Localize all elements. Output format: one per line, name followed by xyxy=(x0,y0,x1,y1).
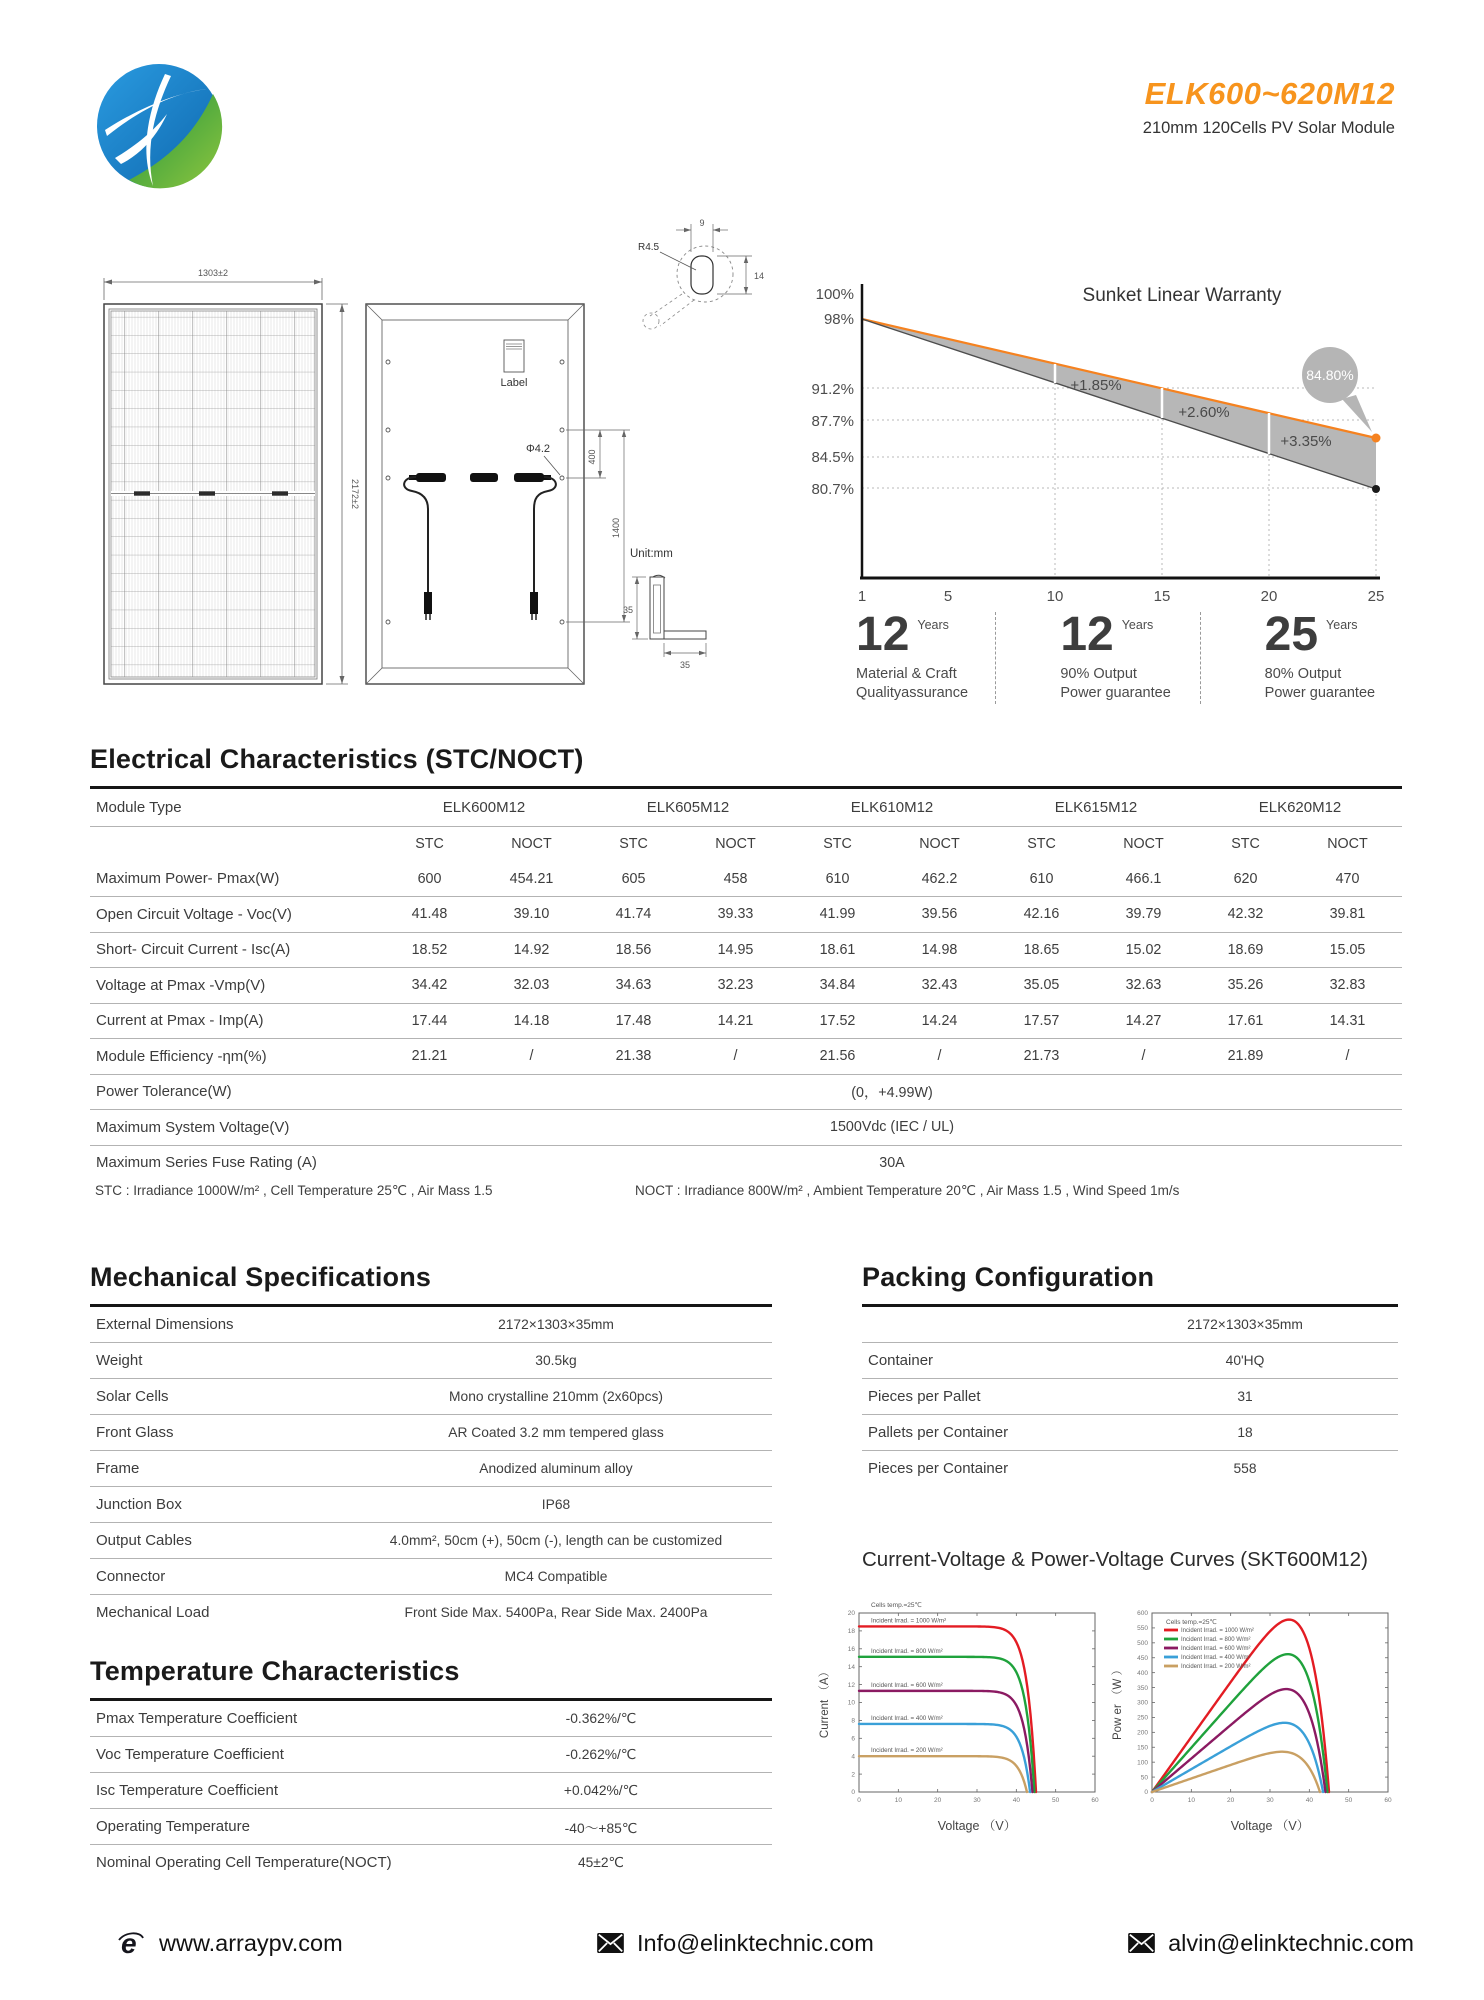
electrical-span-row xyxy=(90,1145,1402,1180)
chart-text: +2.60% xyxy=(1178,404,1230,421)
iv-curve-chart xyxy=(815,1596,1137,1848)
chart-text: 84.80% xyxy=(1306,367,1354,383)
chart-text: 350 xyxy=(1137,1684,1148,1692)
chart-text: 1 xyxy=(857,588,867,605)
electrical-value: 600 xyxy=(417,870,442,887)
chart-text: Current （A） xyxy=(819,1665,831,1739)
footer-email-alvin xyxy=(1128,1930,1414,1957)
chart-text: Voltage （V） xyxy=(1230,1819,1310,1833)
electrical-row xyxy=(90,932,1402,968)
spec-row xyxy=(90,1773,772,1809)
electrical-section xyxy=(90,744,1402,1180)
chart-text: 40 xyxy=(1012,1797,1020,1804)
website-text: www.arraypv.com xyxy=(159,1929,343,1956)
chart-text: 20 xyxy=(847,1610,855,1618)
module-name: ELK610M12 xyxy=(850,799,934,816)
electrical-value: 39.79 xyxy=(1125,906,1162,923)
email-alvin-text: alvin@elinktechnic.com xyxy=(1168,1929,1414,1956)
spec-value: Mono crystalline 210mm (2x60pcs) xyxy=(449,1389,663,1404)
chart-text: 50 xyxy=(1345,1797,1353,1804)
back-dim-400: 400 xyxy=(587,449,597,465)
back-dim-1400: 1400 xyxy=(611,517,621,539)
mechanical-section xyxy=(90,1262,772,1630)
chart-text: 40 xyxy=(1305,1797,1313,1804)
electrical-value: 14.21 xyxy=(717,1012,754,1029)
spec-label: Frame xyxy=(96,1460,140,1477)
electrical-value: 34.42 xyxy=(411,977,448,994)
chart-text: Pow er （W ） xyxy=(1112,1663,1124,1741)
electrical-value: 14.24 xyxy=(921,1012,958,1029)
electrical-value: 18.56 xyxy=(615,941,652,958)
spec-row xyxy=(90,1343,772,1379)
electrical-value: 42.32 xyxy=(1227,906,1264,923)
spec-row xyxy=(90,1559,772,1595)
spec-row xyxy=(862,1343,1398,1379)
chart-text: 300 xyxy=(1137,1699,1148,1707)
output-cables xyxy=(404,473,556,620)
electrical-span-value: 1500Vdc (IEC / UL) xyxy=(830,1119,954,1136)
electrical-value: 32.83 xyxy=(1329,977,1366,994)
chart-text: 0 xyxy=(857,1797,861,1804)
detail-width-dim: 9 xyxy=(699,218,705,228)
chart-text: 6 xyxy=(851,1735,855,1743)
electrical-value: 14.98 xyxy=(921,941,958,958)
chart-text: 84.5% xyxy=(811,449,854,466)
spec-label: Isc Temperature Coefficient xyxy=(96,1782,279,1799)
chart-text: 500 xyxy=(1137,1640,1148,1648)
chart-text: 8 xyxy=(851,1717,855,1725)
chart-text: 50 xyxy=(1052,1797,1060,1804)
electrical-span-value: 30A xyxy=(879,1154,905,1171)
module-name: ELK600M12 xyxy=(442,799,526,816)
test-condition-notes xyxy=(95,1183,1405,1199)
electrical-value: 454.21 xyxy=(509,870,554,887)
electrical-value: 466.1 xyxy=(1125,870,1162,887)
pv-series xyxy=(1152,1654,1327,1792)
electrical-value: 620 xyxy=(1233,870,1258,887)
chart-text: Incident Irrad. = 600 W/m² xyxy=(1181,1646,1251,1652)
spec-value: AR Coated 3.2 mm tempered glass xyxy=(448,1425,664,1440)
chart-text: 2 xyxy=(851,1771,855,1779)
electrical-value: / xyxy=(529,1048,534,1065)
badge-90-output xyxy=(995,608,1199,704)
electrical-value: / xyxy=(937,1048,942,1065)
mail-icon xyxy=(1128,1933,1155,1953)
electrical-value: 14.31 xyxy=(1329,1012,1366,1029)
spec-value: 18 xyxy=(1237,1425,1253,1440)
chart-text: 60 xyxy=(1091,1797,1099,1804)
module-name: ELK620M12 xyxy=(1258,799,1342,816)
spec-value: 2172×1303×35mm xyxy=(1187,1317,1303,1332)
electrical-row-label: Module Efficiency -ηm(%) xyxy=(96,1047,267,1065)
chart-text: Incident Irrad. = 1000 W/m² xyxy=(1181,1628,1254,1634)
temperature-title: Temperature Characteristics xyxy=(90,1656,460,1686)
chart-text: 4 xyxy=(851,1753,855,1761)
chart-text: 18 xyxy=(847,1628,855,1636)
chart-text: 15 xyxy=(1153,588,1171,605)
spec-value: IP68 xyxy=(541,1497,571,1512)
chart-text: Cells temp.=25℃ xyxy=(1166,1619,1217,1626)
spec-row xyxy=(90,1523,772,1559)
badge-unit: Years xyxy=(1326,618,1358,632)
chart-text: 10 xyxy=(1046,588,1064,605)
spec-value: 40'HQ xyxy=(1225,1353,1265,1368)
chart-text: 0 xyxy=(851,1789,855,1797)
front-height-dim: 2172±2 xyxy=(350,479,360,509)
badge-desc: 90% Output Power guarantee xyxy=(1060,665,1171,701)
electrical-value: 14.95 xyxy=(717,941,754,958)
spec-row xyxy=(90,1809,772,1845)
badge-unit: Years xyxy=(917,618,949,632)
spec-label: Junction Box xyxy=(96,1496,182,1513)
electrical-value: 32.63 xyxy=(1125,977,1162,994)
electrical-row-label: Maximum System Voltage(V) xyxy=(96,1118,290,1136)
chart-text: Voltage （V） xyxy=(937,1819,1017,1833)
chart-text: 600 xyxy=(1137,1610,1148,1618)
electrical-value: 470 xyxy=(1335,870,1360,887)
mount-hole-detail-drawing xyxy=(630,210,780,340)
electrical-value: 21.38 xyxy=(615,1048,652,1065)
frame-height-dim: 35 xyxy=(623,605,634,615)
electrical-value: 15.05 xyxy=(1329,941,1366,958)
footer-email-info xyxy=(597,1930,874,1957)
spec-label: Output Cables xyxy=(96,1532,192,1549)
spec-label: Front Glass xyxy=(96,1424,174,1441)
chart-text: 20 xyxy=(934,1797,942,1804)
badge-80-output xyxy=(1200,608,1404,704)
chart-text: 450 xyxy=(1137,1654,1148,1662)
warranty-chart xyxy=(780,268,1430,618)
chart-text: Incident Irrad. = 800 W/m² xyxy=(871,1647,943,1655)
electrical-row-label: Open Circuit Voltage - Voc(V) xyxy=(96,905,292,923)
chart-text: Incident Irrad. = 400 W/m² xyxy=(871,1714,943,1722)
chart-text: Incident Irrad. = 200 W/m² xyxy=(1181,1664,1251,1670)
chart-text: 14 xyxy=(847,1663,855,1671)
chart-text: 12 xyxy=(847,1681,855,1689)
footer xyxy=(116,1920,1414,1966)
chart-text: 150 xyxy=(1137,1744,1148,1752)
chart-text: 0 xyxy=(1144,1789,1148,1797)
spec-value: 31 xyxy=(1237,1389,1253,1404)
packing-table xyxy=(862,1304,1398,1486)
electrical-row-label: Maximum Series Fuse Rating (A) xyxy=(96,1154,317,1172)
spec-value: 558 xyxy=(1233,1461,1257,1476)
chart-text: 25 xyxy=(1367,588,1385,605)
chart-text: Incident Irrad. = 600 W/m² xyxy=(871,1681,943,1689)
electrical-value: 17.48 xyxy=(615,1012,652,1029)
electrical-value: 18.65 xyxy=(1023,941,1060,958)
spec-value: 30.5kg xyxy=(535,1353,577,1368)
temperature-table xyxy=(90,1698,772,1880)
chart-text: 87.7% xyxy=(811,413,854,430)
electrical-title: Electrical Characteristics (STC/NOCT) xyxy=(90,744,584,774)
electrical-value: 462.2 xyxy=(921,870,958,887)
chart-text: 200 xyxy=(1137,1729,1148,1737)
chart-text: 100% xyxy=(815,286,854,303)
chart-text: Incident Irrad. = 1000 W/m² xyxy=(871,1617,947,1625)
temperature-section xyxy=(90,1656,772,1880)
spec-row xyxy=(90,1700,772,1737)
electrical-table xyxy=(90,786,1402,1180)
mechanical-title: Mechanical Specifications xyxy=(90,1262,432,1292)
electrical-row-label: Maximum Power- Pmax(W) xyxy=(96,870,280,888)
chart-text: Sunket Linear Warranty xyxy=(1082,285,1282,306)
electrical-value: 21.89 xyxy=(1227,1048,1264,1065)
mail-icon xyxy=(597,1933,624,1953)
chart-text: 91.2% xyxy=(811,381,854,398)
electrical-span-row xyxy=(90,1110,1402,1146)
curves-title: Current-Voltage & Power-Voltage Curves (SKT600M12) xyxy=(862,1548,1368,1571)
electrical-value: 17.57 xyxy=(1023,1012,1060,1029)
spec-value: -40～+85℃ xyxy=(564,1820,638,1836)
front-panel-drawing xyxy=(90,262,360,692)
back-label-text: Label xyxy=(500,377,528,389)
svg-text:e: e xyxy=(121,1928,137,1959)
electrical-row xyxy=(90,968,1402,1004)
electrical-row-label: Voltage at Pmax -Vmp(V) xyxy=(96,976,266,994)
spec-label: Pallets per Container xyxy=(868,1424,1009,1441)
unit-note: Unit:mm xyxy=(630,548,673,560)
chart-text: Cells temp.=25℃ xyxy=(871,1602,922,1609)
spec-value: 2172×1303×35mm xyxy=(498,1317,614,1332)
electrical-value: 15.02 xyxy=(1125,941,1162,958)
spec-label: Voc Temperature Coefficient xyxy=(96,1746,284,1763)
chart-text: 16 xyxy=(847,1646,855,1653)
logo-icon xyxy=(95,62,223,190)
chart-text: Incident Irrad. = 400 W/m² xyxy=(1181,1655,1251,1661)
mechanical-table xyxy=(90,1304,772,1630)
detail-height-dim: 14 xyxy=(754,271,765,281)
spec-label: Solar Cells xyxy=(96,1388,169,1405)
spec-label: Operating Temperature xyxy=(96,1818,250,1835)
spec-value: +0.042%/℃ xyxy=(563,1782,639,1798)
chart-text: 50 xyxy=(1140,1774,1148,1782)
warranty-end-dot xyxy=(1372,434,1381,443)
spec-value: MC4 Compatible xyxy=(504,1569,608,1584)
spec-value: -0.362%/℃ xyxy=(565,1710,637,1726)
electrical-row xyxy=(90,1003,1402,1039)
spec-row xyxy=(862,1379,1398,1415)
spec-row xyxy=(90,1595,772,1631)
electrical-value: 21.56 xyxy=(819,1048,856,1065)
chart-text: 30 xyxy=(1266,1797,1274,1804)
electrical-span-value: (0，+4.99W) xyxy=(851,1084,933,1101)
badge-desc: Material & Craft Qualityassurance xyxy=(856,665,969,701)
spec-value: Anodized aluminum alloy xyxy=(479,1461,633,1476)
stc-noct-row: STC NOCT STC NOCT STC NOCT STC NOCT STC NOCT xyxy=(415,836,1368,853)
spec-value: 4.0mm², 50cm (+), 50cm (-), length can be customized xyxy=(389,1533,723,1548)
electrical-value: 605 xyxy=(621,870,646,887)
packing-section xyxy=(862,1262,1398,1486)
electrical-span-row xyxy=(90,1074,1402,1110)
chart-text: 20 xyxy=(1227,1797,1235,1804)
plot-box xyxy=(859,1613,1095,1792)
spec-row xyxy=(90,1451,772,1487)
electrical-row-label: Short- Circuit Current - Isc(A) xyxy=(96,941,291,959)
badge-value: 12 xyxy=(1060,608,1114,661)
electrical-value: 18.61 xyxy=(819,941,856,958)
module-name: ELK605M12 xyxy=(646,799,730,816)
electrical-value: 32.43 xyxy=(921,977,958,994)
badge-value: 25 xyxy=(1264,608,1319,661)
electrical-value: 39.56 xyxy=(921,906,958,923)
spec-row xyxy=(90,1737,772,1773)
chart-text: 5 xyxy=(943,588,953,605)
electrical-value: 42.16 xyxy=(1023,906,1060,923)
spec-label: Pieces per Container xyxy=(868,1460,1009,1477)
spec-row xyxy=(90,1845,772,1881)
electrical-row xyxy=(90,862,1402,897)
badge-unit: Years xyxy=(1121,618,1154,632)
electrical-value: 32.03 xyxy=(513,977,550,994)
chart-text: +1.85% xyxy=(1070,377,1122,394)
chart-text: 550 xyxy=(1137,1625,1148,1633)
email-info-text: Info@elinktechnic.com xyxy=(637,1929,874,1956)
web-icon xyxy=(116,1927,146,1959)
callout-tail xyxy=(1342,395,1372,432)
electrical-value: 21.73 xyxy=(1023,1048,1060,1065)
packing-title: Packing Configuration xyxy=(862,1262,1155,1292)
module-type-row xyxy=(90,788,1402,827)
electrical-value: 32.23 xyxy=(717,977,754,994)
standard-end-dot xyxy=(1372,485,1380,493)
company-logo xyxy=(95,62,223,190)
header-title-block xyxy=(1143,76,1395,138)
chart-text: 250 xyxy=(1137,1714,1148,1722)
electrical-value: 18.52 xyxy=(411,941,448,958)
chart-text: 10 xyxy=(1187,1797,1195,1804)
spec-row xyxy=(90,1415,772,1451)
electrical-value: 41.74 xyxy=(615,906,652,923)
frame-section-drawing xyxy=(618,535,738,675)
spec-row xyxy=(862,1306,1398,1343)
iv-series xyxy=(859,1756,1027,1792)
electrical-value: 35.05 xyxy=(1023,977,1060,994)
warranty-badges xyxy=(792,608,1404,704)
chart-text: 30 xyxy=(973,1797,981,1804)
electrical-value: 39.33 xyxy=(717,906,754,923)
detail-radius: R4.5 xyxy=(638,242,660,253)
spec-label: Weight xyxy=(96,1352,143,1369)
electrical-value: 17.44 xyxy=(411,1012,448,1029)
product-subtitle: 210mm 120Cells PV Solar Module xyxy=(1142,119,1395,137)
spec-label: Mechanical Load xyxy=(96,1604,210,1621)
spec-label: Connector xyxy=(96,1568,166,1585)
electrical-value: 610 xyxy=(825,870,850,887)
noct-note: NOCT : Irradiance 800W/m² , Ambient Temperature 20℃ , Air Mass 1.5 , Wind Speed 1m/s xyxy=(635,1183,1180,1198)
electrical-value: 610 xyxy=(1029,870,1054,887)
badge-value: 12 xyxy=(856,608,910,661)
chart-text: 80.7% xyxy=(811,481,854,498)
module-name: ELK615M12 xyxy=(1054,799,1138,816)
electrical-value: 18.69 xyxy=(1227,941,1264,958)
electrical-value: 14.18 xyxy=(513,1012,550,1029)
stc-note: STC : Irradiance 1000W/m² , Cell Temperature 25℃ , Air Mass 1.5 xyxy=(95,1183,493,1198)
back-hole-dia: Φ4.2 xyxy=(525,443,551,455)
front-width-dim: 1303±2 xyxy=(198,268,228,278)
electrical-value: / xyxy=(1141,1048,1146,1065)
spec-row xyxy=(862,1415,1398,1451)
badge-material-warranty xyxy=(792,608,995,704)
electrical-value: 17.52 xyxy=(819,1012,856,1029)
electrical-value: 35.26 xyxy=(1227,977,1264,994)
spec-label: Container xyxy=(868,1352,934,1369)
electrical-row xyxy=(90,1039,1402,1075)
chart-text: 0 xyxy=(1150,1797,1154,1804)
electrical-row-label: Power Tolerance(W) xyxy=(96,1083,232,1101)
electrical-row-label: Current at Pmax - Imp(A) xyxy=(96,1012,264,1030)
electrical-value: 17.61 xyxy=(1227,1012,1264,1029)
spec-label: Pmax Temperature Coefficient xyxy=(96,1710,298,1727)
electrical-value: 458 xyxy=(723,870,748,887)
electrical-value: 14.92 xyxy=(513,941,550,958)
spec-label xyxy=(862,1306,1092,1343)
chart-text: 100 xyxy=(1137,1759,1148,1767)
iv-series xyxy=(859,1691,1032,1792)
spec-value: 45±2℃ xyxy=(577,1854,625,1870)
chart-text: 400 xyxy=(1137,1669,1148,1677)
spec-row xyxy=(90,1306,772,1343)
chart-text: 10 xyxy=(847,1699,855,1707)
chart-text: Incident Irrad. = 200 W/m² xyxy=(871,1747,943,1755)
chart-text: 10 xyxy=(894,1797,902,1804)
spec-label: Pieces per Pallet xyxy=(868,1388,981,1405)
chart-text: Incident Irrad. = 800 W/m² xyxy=(1181,1637,1251,1643)
electrical-value: 39.81 xyxy=(1329,906,1366,923)
pv-curve-chart xyxy=(1108,1596,1430,1848)
badge-desc: 80% Output Power guarantee xyxy=(1264,665,1376,701)
electrical-value: 34.84 xyxy=(819,977,856,994)
chart-line xyxy=(862,319,1376,489)
electrical-value: / xyxy=(733,1048,738,1065)
spec-label: Nominal Operating Cell Temperature(NOCT) xyxy=(96,1854,392,1871)
electrical-value: 39.10 xyxy=(513,906,550,923)
spec-value: -0.262%/℃ xyxy=(565,1746,637,1762)
electrical-value: 34.63 xyxy=(615,977,652,994)
electrical-value: 41.48 xyxy=(411,906,448,923)
electrical-value: 14.27 xyxy=(1125,1012,1162,1029)
chart-text: +3.35% xyxy=(1280,433,1332,450)
spec-label: External Dimensions xyxy=(96,1316,234,1333)
spec-row xyxy=(90,1487,772,1523)
spec-value: Front Side Max. 5400Pa, Rear Side Max. 2400Pa xyxy=(404,1605,708,1620)
frame-width-dim: 35 xyxy=(680,660,691,670)
product-code: ELK600~620M12 xyxy=(1144,76,1395,111)
electrical-value: / xyxy=(1345,1048,1350,1065)
spec-row xyxy=(90,1379,772,1415)
chart-text: 98% xyxy=(823,311,854,328)
chart-text: 20 xyxy=(1260,588,1278,605)
module-type-label: Module Type xyxy=(96,799,182,816)
electrical-row xyxy=(90,897,1402,933)
chart-text: 60 xyxy=(1384,1797,1392,1804)
electrical-value: 21.21 xyxy=(411,1048,448,1065)
spec-row xyxy=(862,1451,1398,1487)
electrical-value: 41.99 xyxy=(819,906,856,923)
footer-website xyxy=(116,1927,343,1959)
